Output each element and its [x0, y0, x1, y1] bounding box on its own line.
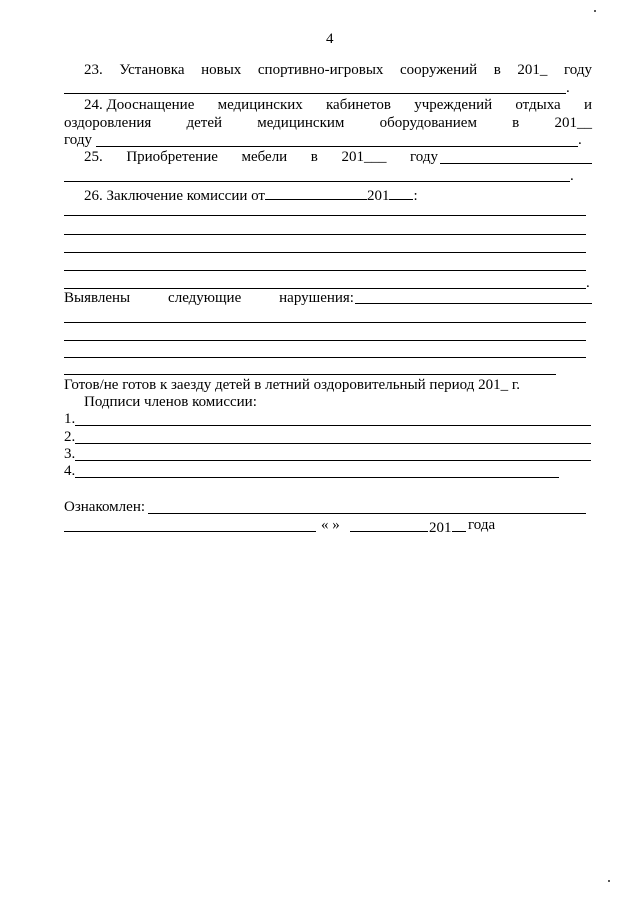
item-25-blank-line-1[interactable]: [440, 163, 592, 164]
item-24-word: и: [583, 97, 592, 113]
signatures-label: Подписи членов комиссии:: [84, 394, 257, 410]
item-25-line: [84, 150, 438, 165]
item-24-line-1: [84, 98, 592, 113]
item-23-end-period: .: [566, 80, 570, 96]
item-24-word: учреждений: [414, 97, 493, 113]
item-25-word: в: [310, 149, 318, 165]
acknowledged-month-line[interactable]: [350, 531, 428, 532]
item-26-conclusion-line[interactable]: [64, 252, 586, 253]
item-24-end-period: .: [578, 132, 582, 148]
item-25-end-period: .: [570, 168, 574, 184]
signature-number: 3.: [64, 446, 76, 462]
item-26-end-period: .: [586, 275, 590, 291]
item-23-word: Установка: [119, 62, 185, 78]
item-24-word: в: [512, 115, 520, 131]
item-24-word: оздоровления: [64, 115, 152, 131]
item-26-date-field[interactable]: [265, 186, 367, 200]
item-25-blank-line-2[interactable]: [64, 181, 570, 182]
item-25-word: году: [410, 149, 438, 165]
violations-line[interactable]: [64, 322, 586, 323]
violations-line[interactable]: [64, 374, 556, 375]
item-26-conclusion-line[interactable]: [64, 215, 586, 216]
item-26-colon: :: [413, 188, 418, 204]
item-24-word: детей: [186, 115, 223, 131]
violations-word: следующие: [168, 290, 242, 306]
item-23-word: новых: [201, 62, 242, 78]
acknowledged-year-prefix: 201: [429, 520, 452, 536]
item-23-blank-line[interactable]: [64, 93, 566, 94]
signature-line[interactable]: [75, 460, 591, 461]
violations-line: [64, 291, 354, 306]
signature-number: 2.: [64, 429, 76, 445]
item-23-word: в: [493, 62, 501, 78]
item-24-word: медицинским: [257, 115, 345, 131]
item-25-word: 25.: [84, 149, 103, 165]
item-26-line: [84, 186, 418, 204]
acknowledged-day-quotes: « »: [321, 517, 340, 533]
violations-word: нарушения:: [279, 290, 354, 306]
item-23-word: 201_: [517, 62, 548, 78]
item-23-line: [84, 63, 592, 78]
item-24-word: 201__: [554, 115, 592, 131]
item-23-word: спортивно-игровых: [257, 62, 384, 78]
signature-line[interactable]: [75, 425, 591, 426]
acknowledged-year: [429, 518, 466, 536]
signature-number: 4.: [64, 463, 76, 479]
item-24-word: оборудованием: [379, 115, 477, 131]
violations-word: Выявлены: [64, 290, 131, 306]
item-26-conclusion-line[interactable]: [64, 270, 586, 271]
item-26-conclusion-line[interactable]: [64, 234, 586, 235]
item-26-prefix: 26. Заключение комиссии от: [84, 188, 265, 204]
scan-speck: [594, 10, 596, 12]
signature-line[interactable]: [75, 477, 559, 478]
item-23-word: сооружений: [399, 62, 478, 78]
violations-line[interactable]: [64, 357, 586, 358]
item-26-conclusion-line[interactable]: [64, 288, 586, 289]
acknowledged-name-line[interactable]: [148, 513, 586, 514]
item-24-word: медицинских: [217, 97, 303, 113]
item-26-year: 201: [366, 188, 390, 204]
signature-number: 1.: [64, 411, 76, 427]
item-24-word: 24. Дооснащение: [84, 97, 195, 113]
acknowledged-suffix: года: [468, 517, 496, 533]
acknowledged-signature-line[interactable]: [64, 531, 316, 532]
item-26-year-field[interactable]: [389, 186, 413, 200]
item-24-blank-line[interactable]: [96, 146, 578, 147]
violations-first-line[interactable]: [355, 303, 592, 304]
readiness-statement: Готов/не готов к заезду детей в летний оздоровительный период 201_ г.: [64, 377, 521, 393]
item-24-line-2: [64, 116, 592, 131]
item-24-word: отдыха: [515, 97, 561, 113]
item-24-word: кабинетов: [325, 97, 391, 113]
acknowledged-label: Ознакомлен:: [64, 499, 146, 515]
item-24-year-label: году: [64, 132, 92, 148]
item-23-word: 23.: [84, 62, 103, 78]
item-25-word: 201___: [341, 149, 387, 165]
acknowledged-year-field[interactable]: [452, 518, 466, 532]
signature-line[interactable]: [75, 443, 591, 444]
page-number: 4: [326, 31, 334, 47]
item-23-word: году: [563, 62, 592, 78]
violations-line[interactable]: [64, 340, 586, 341]
item-25-word: мебели: [241, 149, 288, 165]
scan-speck: [608, 880, 610, 882]
item-25-word: Приобретение: [126, 149, 218, 165]
